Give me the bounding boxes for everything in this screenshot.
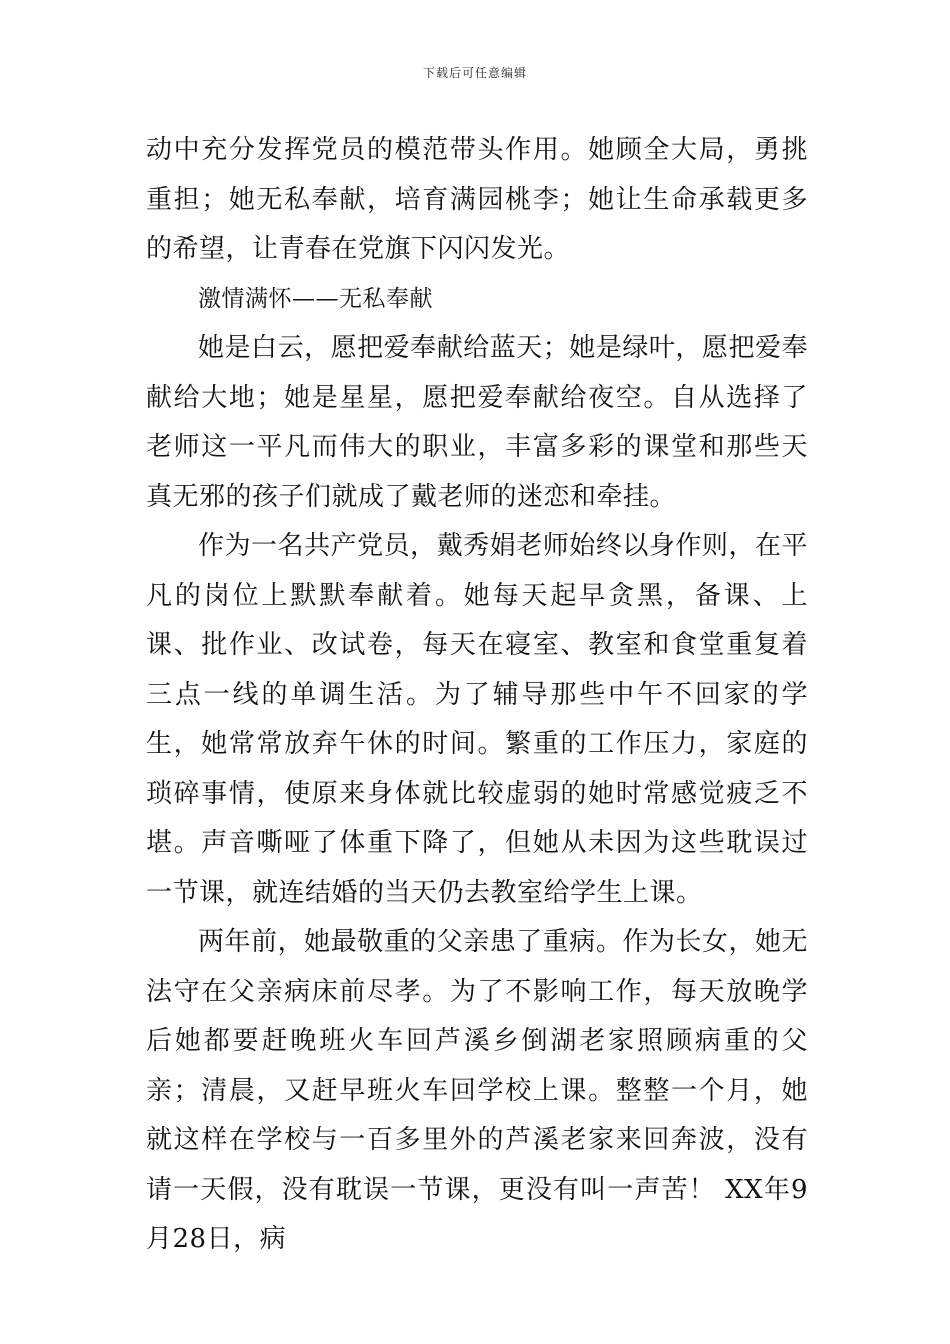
paragraph: 两年前，她最敬重的父亲患了重病。作为长女，她无法守在父亲病床前尽孝。为了不影响工作，每天放晚学后她都要赶晚班火车回芦溪乡倒湖老家照顾病重的父亲；清晨，又赶早班火车回学校上课。整整一个月，她就这样在学校与一百多里外的芦溪老家来回奔波，没有请一天假，没有耽误一节课，更没有叫一声苦！ XX年9月28日，病: [146, 927, 808, 1254]
paragraph: 她是白云，愿把爱奉献给蓝天；她是绿叶，愿把爱奉献给大地；她是星星，愿把爱奉献给夜空。自从选择了老师这一平凡而伟大的职业，丰富多彩的课堂和那些天真无邪的孩子们就成了戴老师的迷恋和牵挂。: [146, 333, 808, 512]
document-body: [146, 126, 808, 1265]
header-note: 下载后可任意编辑: [422, 66, 527, 80]
paragraph-continued: 动中充分发挥党员的模范带头作用。她顾全大局，勇挑重担；她无私奉献，培育满园桃李；她让生命承载更多的希望，让青春在党旗下闪闪发光。: [146, 135, 808, 264]
section-heading: 激情满怀——无私奉献: [198, 285, 433, 312]
paragraph: 作为一名共产党员，戴秀娟老师始终以身作则，在平凡的岗位上默默奉献着。她每天起早贪黑，备课、上课、批作业、改试卷，每天在寝室、教室和食堂重复着三点一线的单调生活。为了辅导那些中午不回家的学生，她常常放弃午休的时间。繁重的工作压力，家庭的琐碎事情，使原来身体就比较虚弱的她时常感觉疲乏不堪。声音嘶哑了体重下降了，但她从未因为这些耽误过一节课，就连结婚的当天仍去教室给学生上课。: [146, 531, 808, 908]
